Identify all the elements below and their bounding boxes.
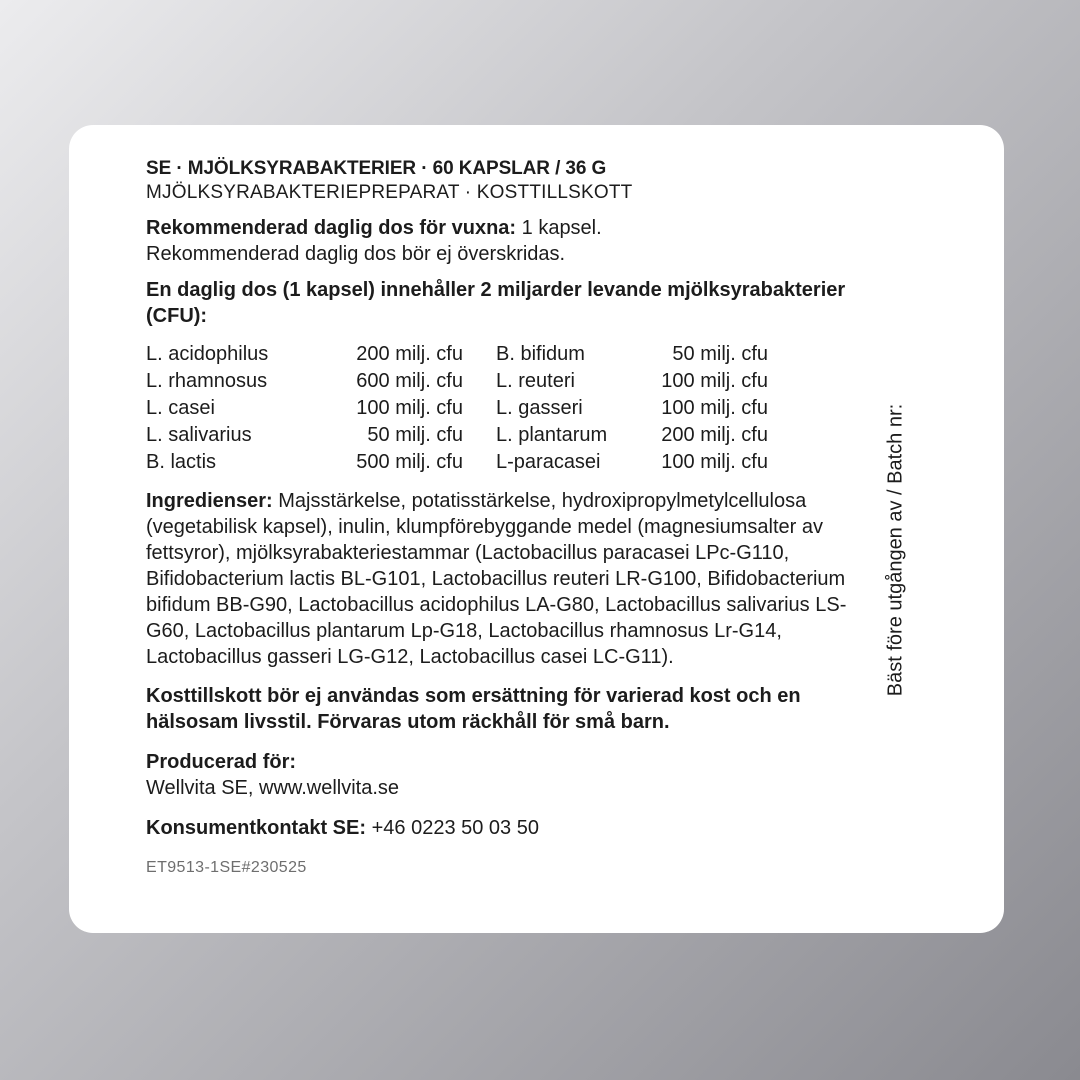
strain-name: L. rhamnosus bbox=[146, 370, 268, 392]
strain-value: 200 milj. cfu bbox=[661, 424, 768, 446]
strain-name: L. gasseri bbox=[496, 397, 583, 419]
producer-label: Producerad för: bbox=[146, 751, 297, 773]
strain-name: L. acidophilus bbox=[146, 343, 269, 365]
strain-value: 100 milj. cfu bbox=[661, 370, 768, 392]
strain-value: 200 milj. cfu bbox=[356, 343, 463, 365]
best-before-text: Bäst före utgången av / Batch nr: bbox=[884, 403, 907, 697]
strain-name: L. reuteri bbox=[496, 370, 575, 392]
strain-name: B. lactis bbox=[146, 451, 217, 473]
contents-heading: En daglig dos (1 kapsel) innehåller 2 miljarder levande mjölksyrabakterier (CFU): bbox=[146, 279, 846, 327]
product-label bbox=[69, 125, 1004, 933]
strain-value: 50 milj. cfu bbox=[367, 424, 463, 446]
dose-section bbox=[146, 215, 866, 267]
strain-name: L-paracasei bbox=[496, 451, 601, 473]
strain-name: L. salivarius bbox=[146, 424, 252, 446]
contact-phone: +46 0223 50 03 50 bbox=[366, 817, 539, 839]
strain-value: 100 milj. cfu bbox=[661, 451, 768, 473]
batch-code: ET9513-1SE#230525 bbox=[146, 859, 307, 876]
product-title: SE · MJÖLKSYRABAKTERIER · 60 KAPSLAR / 36 G bbox=[146, 158, 607, 179]
strain-value: 500 milj. cfu bbox=[356, 451, 463, 473]
strain-value: 50 milj. cfu bbox=[672, 343, 768, 365]
dose-value: 1 kapsel. bbox=[516, 217, 602, 239]
advisory-text: Kosttillskott bör ej användas som ersättning för varierad kost och en hälsosam livsstil. Förvaras utom räckhåll för små barn. bbox=[146, 685, 801, 733]
strain-value: 600 milj. cfu bbox=[356, 370, 463, 392]
producer-text: Wellvita SE, www.wellvita.se bbox=[146, 777, 400, 799]
dose-warning: Rekommenderad daglig dos bör ej överskridas. bbox=[146, 243, 566, 265]
label-content bbox=[146, 157, 866, 881]
strain-value: 100 milj. cfu bbox=[356, 397, 463, 419]
strain-name: L. plantarum bbox=[496, 424, 608, 446]
contact-section bbox=[146, 815, 866, 841]
contact-label: Konsumentkontakt SE: bbox=[146, 817, 367, 839]
strain-value: 100 milj. cfu bbox=[661, 397, 768, 419]
product-subtitle: MJÖLKSYRABAKTERIEPREPARAT · KOSTTILLSKOTT bbox=[146, 182, 633, 203]
strain-name: L. casei bbox=[146, 397, 215, 419]
ingredients-section bbox=[146, 488, 866, 670]
ingredients-text: Majsstärkelse, potatisstärkelse, hydroxipropylmetylcellulosa (vegetabilisk kapsel), inulin, klumpförebyggande medel (magnesiumsalter av fettsyror), mjölksyrabakteriestammar (Lactobacillus paracasei LPc-G110, Bifidobacterium lactis BL-G101, Lactobacillus reuteri LR-G100, Bifidobacterium bifidum BB-G90, Lactobacillus acidophilus LA-G80, Lactobacillus salivarius LS-G60, Lactobacillus plantarum Lp-G18, Lactobacillus rhamnosus Lr-G14, Lactobacillus gasseri LG-G12, Lactobacillus casei LC-G11). bbox=[146, 490, 847, 668]
producer-section bbox=[146, 749, 866, 801]
strain-name: B. bifidum bbox=[496, 343, 585, 365]
strain-table bbox=[146, 341, 866, 476]
dose-label: Rekommenderad daglig dos för vuxna: bbox=[146, 217, 517, 239]
ingredients-label: Ingredienser: bbox=[146, 490, 273, 512]
